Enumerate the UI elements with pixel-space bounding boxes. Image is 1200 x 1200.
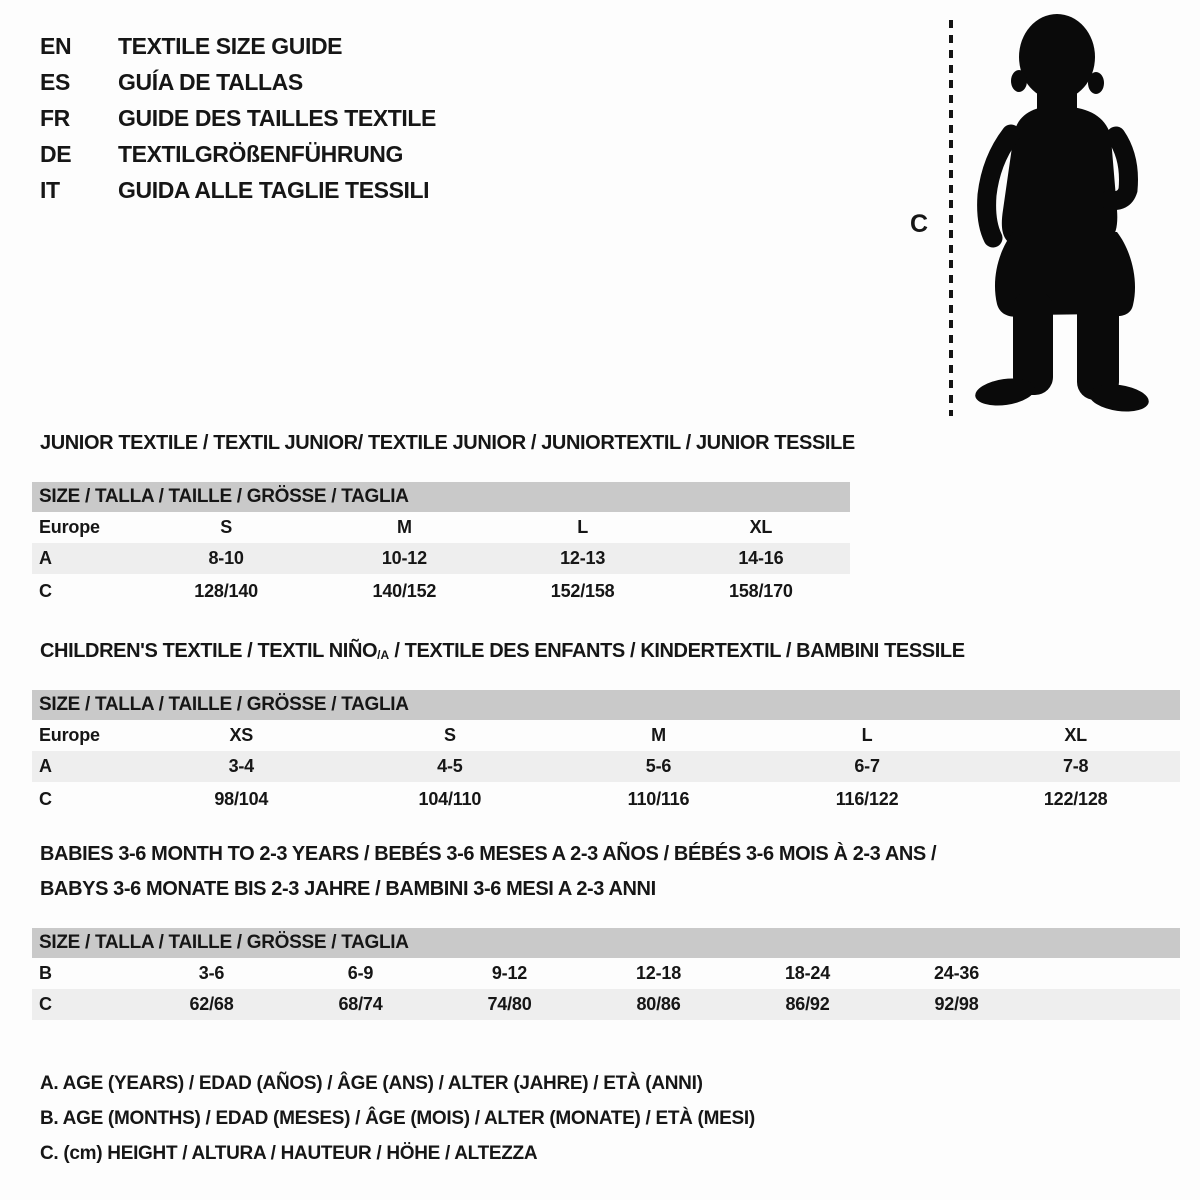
heading-text: / TEXTILE DES ENFANTS / KINDERTEXTIL / BAMBINI TESSILE (389, 640, 965, 662)
language-row-es (40, 64, 436, 100)
row-label: C (39, 994, 52, 1014)
age-cell: 9-12 (491, 963, 528, 983)
age-cell: 4-5 (437, 756, 463, 776)
row-label: A (39, 548, 52, 568)
table-row (32, 512, 850, 543)
babies-size-table (32, 928, 1180, 1020)
age-cell: 12-13 (560, 548, 606, 568)
heading-line2: BABYS 3-6 MONATE BIS 2-3 JAHRE / BAMBINI 3-6 MESI A 2-3 ANNI (40, 878, 656, 900)
height-cell: 158/170 (729, 580, 793, 601)
size-cell: M (651, 725, 666, 745)
age-cell: 5-6 (645, 756, 672, 776)
row-label: B (39, 963, 52, 983)
guide-title: GUIDA ALLE TAGLIE TESSILI (118, 176, 430, 203)
language-row-de (40, 136, 436, 172)
language-code: ES (40, 68, 70, 95)
height-cell: 122/128 (1043, 788, 1108, 809)
size-cell: S (220, 517, 233, 537)
heading-line1: BABIES 3-6 MONTH TO 2-3 YEARS / BEBÉS 3-6 MESES A 2-3 AÑOS / BÉBÉS 3-6 MOIS À 2-3 ANS / (40, 843, 937, 865)
language-code: FR (40, 104, 70, 131)
row-label: C (39, 788, 52, 809)
height-cell: 152/158 (550, 580, 615, 601)
measurement-legend (40, 1066, 755, 1171)
language-row-it (40, 172, 436, 208)
size-cell: L (577, 517, 589, 537)
height-cell: 140/152 (372, 580, 437, 601)
size-cell: L (861, 725, 873, 745)
row-label: Europe (39, 725, 100, 745)
table-row (32, 958, 1180, 989)
height-cell: 68/74 (338, 994, 383, 1014)
junior-size-table (32, 482, 850, 608)
table-row (32, 574, 850, 608)
toddler-silhouette-icon (973, 10, 1153, 422)
row-label: C (39, 580, 52, 601)
heading-subscript: /A (377, 648, 390, 662)
language-row-en (40, 28, 436, 64)
age-cell: 6-9 (347, 963, 374, 983)
height-cell: 74/80 (487, 994, 532, 1014)
guide-title: TEXTILE SIZE GUIDE (118, 32, 343, 59)
legend-age-months: B. AGE (MONTHS) / EDAD (MESES) / ÂGE (MOIS) / ALTER (MONATE) / ETÀ (MESI) (40, 1108, 755, 1129)
table-row (32, 989, 1180, 1020)
age-cell: 24-36 (933, 963, 980, 983)
height-measure-label: C (910, 210, 929, 238)
height-cell: 92/98 (934, 994, 979, 1014)
legend-age-years: A. AGE (YEARS) / EDAD (AÑOS) / ÂGE (ANS) / ALTER (JAHRE) / ETÀ (ANNI) (40, 1073, 703, 1094)
row-label: Europe (39, 517, 100, 537)
size-column-header: SIZE / TALLA / TAILLE / GRÖSSE / TAGLIA (32, 928, 1180, 958)
height-cell: 128/140 (194, 580, 258, 601)
table-row (32, 782, 1180, 816)
age-cell: 3-4 (228, 756, 254, 776)
babies-section-heading (40, 843, 936, 901)
height-cell: 116/122 (835, 788, 899, 809)
guide-title: GUÍA DE TALLAS (118, 68, 303, 95)
children-section-heading (40, 640, 965, 663)
language-title-list (40, 28, 436, 208)
table-row (32, 720, 1180, 751)
heading-text: CHILDREN'S TEXTILE / TEXTIL NIÑO (40, 640, 378, 662)
guide-title: TEXTILGRÖßENFÜHRUNG (118, 140, 403, 167)
junior-section-heading: JUNIOR TEXTILE / TEXTIL JUNIOR/ TEXTILE JUNIOR / JUNIORTEXTIL / JUNIOR TESSILE (40, 432, 855, 454)
height-measurement-figure (880, 0, 1200, 432)
age-cell: 10-12 (381, 548, 427, 568)
language-code: IT (40, 176, 60, 203)
age-cell: 7-8 (1062, 756, 1089, 776)
age-cell: 3-6 (198, 963, 225, 983)
size-column-header: SIZE / TALLA / TAILLE / GRÖSSE / TAGLIA (32, 690, 1180, 720)
size-cell: XL (749, 517, 773, 537)
height-cell: 62/68 (189, 994, 234, 1014)
age-cell: 18-24 (784, 963, 831, 983)
language-code: EN (40, 32, 72, 59)
language-row-fr (40, 100, 436, 136)
height-measure-dashed-line (949, 20, 953, 416)
size-cell: XL (1064, 725, 1087, 745)
height-cell: 86/92 (785, 994, 830, 1014)
size-cell: S (443, 725, 456, 745)
height-cell: 104/110 (418, 788, 482, 809)
size-cell: M (396, 517, 412, 537)
height-cell: 80/86 (636, 994, 681, 1014)
height-cell: 98/104 (214, 788, 269, 809)
age-cell: 12-18 (635, 963, 682, 983)
legend-height-cm: C. (cm) HEIGHT / ALTURA / HAUTEUR / HÖHE / ALTEZZA (40, 1143, 538, 1164)
size-cell: XS (229, 725, 254, 745)
size-column-header: SIZE / TALLA / TAILLE / GRÖSSE / TAGLIA (32, 482, 850, 512)
height-cell: 110/116 (627, 788, 690, 809)
age-cell: 14-16 (738, 548, 784, 568)
table-row (32, 543, 850, 574)
guide-title: GUIDE DES TAILLES TEXTILE (118, 104, 436, 131)
language-code: DE (40, 140, 72, 167)
row-label: A (39, 756, 52, 776)
table-row (32, 751, 1180, 782)
age-cell: 8-10 (208, 548, 244, 568)
age-cell: 6-7 (854, 756, 880, 776)
children-size-table (32, 690, 1180, 816)
